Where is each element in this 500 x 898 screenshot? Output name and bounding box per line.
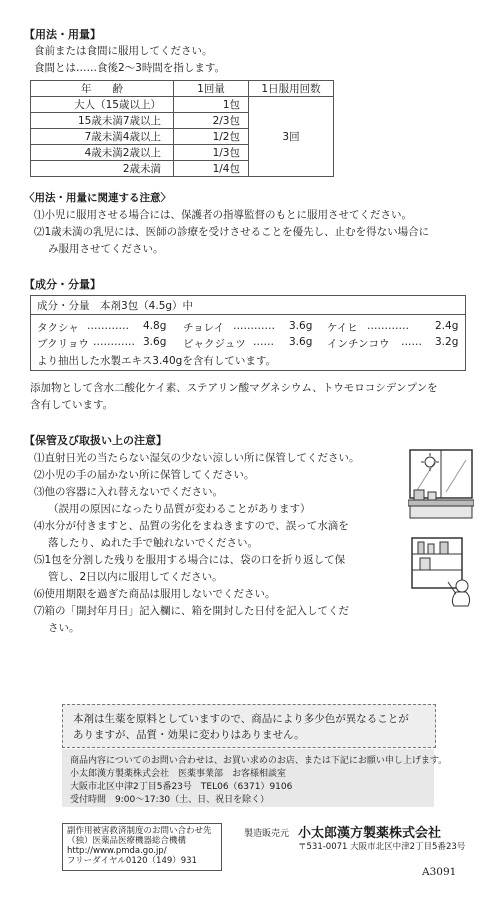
usage-note-2-cont: み服用させてください。 xyxy=(48,243,164,255)
herb-amount: 2.4g xyxy=(435,320,459,332)
contact-line-2: 小太郎漢方製薬株式会社 医薬事業部 お客様相談室 xyxy=(70,769,287,779)
herb-name: インチンコウ xyxy=(327,338,390,350)
relief-url[interactable]: http://www.pmda.go.jp/ xyxy=(67,846,167,856)
storage-title: 【保管及び取扱い上の注意】 xyxy=(24,434,167,447)
storage-4: ⑷水分が付きますと、品質の劣化をまねきますので、誤って水滴を xyxy=(34,520,349,532)
row-age: 大人（15歳以上） xyxy=(31,97,174,113)
product-code: A3091 xyxy=(422,866,457,878)
herb-amount: 3.6g xyxy=(289,320,313,332)
usage-note-1: ⑴小児に服用させる場合には、保護者の指導監督のもとに服用させてください。 xyxy=(34,209,412,221)
contact-line-4: 受付時間 9:00〜17:30（土、日、祝日を除く） xyxy=(70,795,270,805)
row-amount: 1/4包 xyxy=(174,161,249,177)
maker-name: 小太郎漢方製薬株式会社 xyxy=(298,826,442,841)
herb-dots: ………… xyxy=(87,320,129,332)
usage-line-2: 食間とは……食後2〜3時間を指します。 xyxy=(34,62,226,74)
header-age: 年 齢 xyxy=(31,81,174,97)
storage-5: ⑸1包を分割した残りを服用する場合には、袋の口を折り返して保 xyxy=(34,554,346,566)
row-amount: 1/3包 xyxy=(174,145,249,161)
herb-name: ビャクジュツ xyxy=(183,338,246,350)
relief-line-2: （独）医薬品医療機器総合機構 xyxy=(67,836,187,846)
maker-address: 〒531-0071 大阪市北区中津2丁目5番23号 xyxy=(298,842,466,852)
dosage-table xyxy=(30,80,334,177)
herb-dots: ………… xyxy=(233,320,275,332)
header-amount: 1回量 xyxy=(174,81,249,97)
components-box xyxy=(30,295,466,371)
customer-contact-box xyxy=(62,749,448,807)
additives-line-1: 添加物として含水二酸化ケイ素、ステアリン酸マグネシウム、トウモロコシデンプンを xyxy=(30,382,438,394)
storage-4-cont: 落したり、ぬれた手で触れないでください。 xyxy=(48,537,258,549)
contact-line-1: 商品内容についてのお問い合わせは、お買い求めのお店、または下記にお願い申し上げます。 xyxy=(70,756,448,766)
herb-dots: ………… xyxy=(367,320,409,332)
sunlit-window-illustration xyxy=(408,448,474,520)
usage-line-1: 食前または食間に服用してください。 xyxy=(34,45,213,57)
herb-amount: 3.6g xyxy=(143,336,167,348)
herb-dots: …… xyxy=(253,336,274,348)
child-reaching-shelf-illustration xyxy=(410,536,476,610)
row-age: 15歳未満7歳以上 xyxy=(31,113,174,129)
herb-amount: 3.6g xyxy=(289,336,313,348)
daily-times: 3回 xyxy=(249,97,334,177)
row-amount: 2/3包 xyxy=(174,113,249,129)
storage-5-cont: 管し、2日以内に服用してください。 xyxy=(48,571,223,583)
relief-system-box xyxy=(62,823,222,871)
storage-2: ⑵小児の手の届かない所に保管してください。 xyxy=(34,469,255,481)
raw-material-notice xyxy=(62,704,436,748)
storage-7: ⑺箱の「開封年月日」記入欄に、箱を開封した日付を記入してくだ xyxy=(34,605,349,617)
herb-amount: 3.2g xyxy=(435,336,459,348)
row-amount: 1/2包 xyxy=(174,129,249,145)
storage-3: ⑶他の容器に入れ替えないでください。 xyxy=(34,486,223,498)
herb-dots: ………… xyxy=(93,336,135,348)
storage-1: ⑴直射日光の当たらない湿気の少ない涼しい所に保管してください。 xyxy=(34,452,360,464)
herb-dots: …… xyxy=(401,336,422,348)
usage-title: 【用法・用量】 xyxy=(24,28,101,41)
relief-line-1: 副作用被害救済制度のお問い合わせ先 xyxy=(67,826,212,836)
usage-notes-title: 〈用法・用量に関連する注意〉 xyxy=(24,192,171,204)
components-title: 【成分・分量】 xyxy=(24,278,101,291)
components-footer: より抽出した水製エキス3.40gを含有しています。 xyxy=(37,355,276,367)
notice-line-2: ありますが、品質・効果に変わりはありません。 xyxy=(73,729,305,741)
additives-line-2: 含有しています。 xyxy=(30,399,114,411)
relief-phone: フリーダイヤル0120（149）931 xyxy=(67,856,197,866)
header-times: 1日服用回数 xyxy=(249,81,334,97)
storage-6: ⑹使用期限を過ぎた商品は服用しないでください。 xyxy=(34,588,276,600)
row-age: 2歳未満 xyxy=(31,161,174,177)
row-amount: 1包 xyxy=(174,97,249,113)
storage-3-cont: （誤用の原因になったり品質が変わることがあります） xyxy=(48,503,311,515)
usage-note-2: ⑵1歳未満の乳児には、医師の診療を受けさせることを優先し、止むを得ない場合に xyxy=(34,226,430,238)
row-age: 7歳未満4歳以上 xyxy=(31,129,174,145)
herb-name: タクシャ xyxy=(37,322,79,334)
row-age: 4歳未満2歳以上 xyxy=(31,145,174,161)
herb-name: ブクリョウ xyxy=(37,338,89,350)
maker-label: 製造販売元 xyxy=(244,829,290,839)
notice-line-1: 本剤は生薬を原料としていますので、商品により多少色が異なることが xyxy=(73,713,409,725)
herb-name: ケイヒ xyxy=(327,322,358,334)
contact-line-3: 大阪市北区中津2丁目5番23号 TEL06（6371）9106 xyxy=(70,782,293,792)
herb-amount: 4.8g xyxy=(143,320,167,332)
components-header-row xyxy=(31,296,465,315)
components-header: 成分・分量 本剤3包（4.5g）中 xyxy=(37,300,194,312)
herb-name: チョレイ xyxy=(183,322,225,334)
storage-7-cont: さい。 xyxy=(48,622,80,634)
